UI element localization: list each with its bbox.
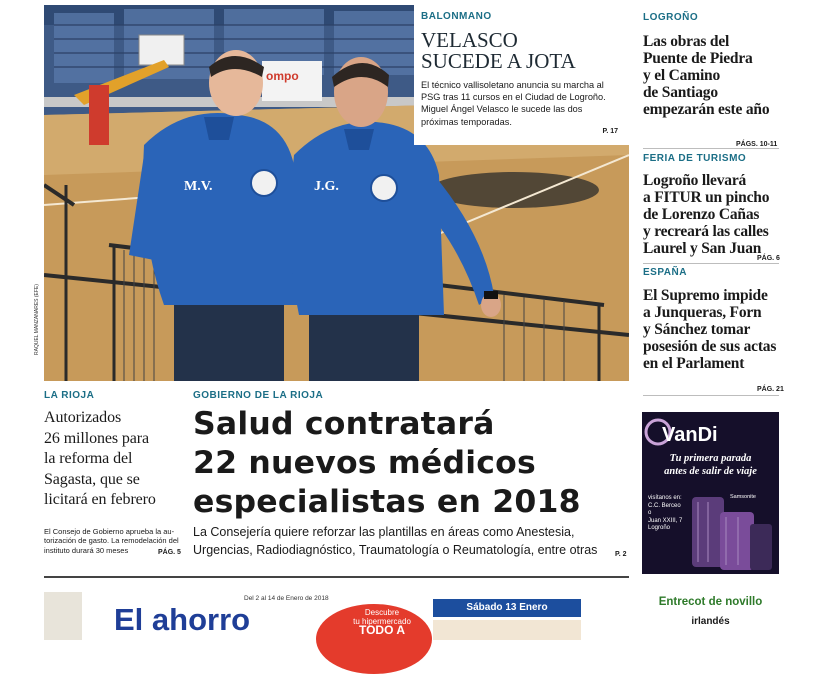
headline-line: licitará en febrero bbox=[44, 491, 156, 508]
address-line: Juan XXIII, 7 bbox=[648, 517, 683, 524]
headline-line: de Lorenzo Cañas bbox=[643, 206, 760, 223]
rioja-headline[interactable] bbox=[44, 408, 184, 511]
headline-line: la reforma del bbox=[44, 450, 133, 467]
address-line: Logroño bbox=[648, 525, 671, 531]
slogan-line: antes de salir de viaje bbox=[664, 466, 757, 477]
ad-samsonite-logo: Samsonite bbox=[730, 494, 756, 500]
fitur-kicker: FERIA DE TURISMO bbox=[643, 153, 747, 164]
headline-line: 26 millones para bbox=[44, 429, 150, 447]
headline-line: Las obras del bbox=[643, 33, 730, 50]
subheadline-line: Urgencias, Radiodiagnóstico, Traumatología o Reumatología, entre otras bbox=[193, 543, 598, 557]
headline-line: empezarán este año bbox=[643, 101, 770, 118]
date-banner: Sábado 13 Enero bbox=[433, 599, 581, 617]
velasco-kicker: BALONMANO bbox=[421, 11, 492, 22]
headline-line: Autorizados bbox=[44, 409, 122, 426]
vandi-ad[interactable] bbox=[642, 412, 779, 574]
headline-line: Puente de Piedra bbox=[643, 50, 753, 67]
address-line: o bbox=[648, 510, 652, 516]
logrono-headline[interactable] bbox=[643, 33, 793, 118]
headline-line: Salud contratará bbox=[193, 406, 495, 442]
ad-address bbox=[648, 495, 682, 533]
headline-line: Sagasta, que se bbox=[44, 470, 140, 488]
main-page-ref: P. 2 bbox=[615, 551, 627, 558]
headline-line: y recreará las calles bbox=[643, 223, 769, 240]
main-headline[interactable] bbox=[193, 405, 633, 522]
slogan-line: Tu primera parada bbox=[669, 453, 752, 464]
fitur-page-ref: PÁG. 6 bbox=[757, 255, 780, 262]
bubble-line: TODO A bbox=[358, 623, 405, 637]
main-subheadline bbox=[193, 523, 633, 559]
headline-line: Logroño llevará bbox=[643, 172, 747, 189]
velasco-page-ref: P. 17 bbox=[602, 128, 618, 135]
headline-line: a Junqueras, Forn bbox=[643, 304, 762, 321]
headline-line: en el Parlament bbox=[643, 355, 745, 372]
velasco-summary: El técnico vallisoletano anuncia su marcha al PSG tras 11 cursos en el Ciudad de Logroño. Miguel Ángel Velasco le sucede las dos próximas temporadas. bbox=[421, 80, 606, 127]
headline-line: y el Camino bbox=[643, 67, 721, 84]
arena-banner-text: ompo bbox=[266, 69, 299, 83]
divider bbox=[643, 263, 779, 264]
logrono-page-ref: PÁGS. 10-11 bbox=[736, 141, 778, 148]
headline-line: 22 nuevos médicos bbox=[193, 445, 536, 481]
bubble-line: Descubre bbox=[364, 608, 400, 617]
bubble-line: tu hipermercado bbox=[353, 617, 411, 626]
section-divider bbox=[44, 576, 629, 578]
shirt-initials-left: M.V. bbox=[184, 179, 213, 194]
divider bbox=[643, 395, 779, 396]
summary-line: El Consejo de Gobierno aprueba la au- bbox=[44, 527, 175, 536]
velasco-headline-line: SUCEDE A JOTA bbox=[421, 49, 576, 73]
headline-line: El Supremo impide bbox=[643, 287, 768, 304]
food-photo-strip bbox=[433, 620, 581, 640]
ad-dates: Del 2 al 14 de Enero de 2018 bbox=[244, 595, 329, 602]
promo-product-subtitle: irlandés bbox=[691, 616, 730, 627]
rioja-page-ref: PÁG. 5 bbox=[158, 549, 181, 556]
logrono-kicker: LOGROÑO bbox=[643, 12, 699, 23]
photo-credit: RAQUEL MANZANARES (EFE) bbox=[34, 284, 40, 355]
headline-line: especialistas en 2018 bbox=[193, 484, 581, 520]
summary-line: torización de gasto. La remodelación del bbox=[44, 536, 179, 546]
subheadline-line: La Consejería quiere reforzar las plantillas en áreas como Anestesia, bbox=[193, 525, 575, 539]
summary-line: instituto durará 30 meses bbox=[44, 545, 129, 555]
divider bbox=[643, 148, 779, 149]
address-line: C.C. Berceo bbox=[648, 502, 681, 509]
espana-headline[interactable] bbox=[643, 287, 793, 372]
headline-line: a FITUR un pincho bbox=[643, 189, 770, 206]
promo-bubble-text bbox=[342, 608, 422, 635]
headline-line: Laurel y San Juan bbox=[643, 240, 762, 257]
supermarket-ad[interactable] bbox=[44, 592, 351, 640]
headline-line: y Sánchez tomar bbox=[643, 321, 751, 338]
rioja-kicker: LA RIOJA bbox=[44, 390, 95, 401]
headline-line: posesión de sus actas bbox=[643, 338, 777, 355]
velasco-headline bbox=[421, 30, 621, 72]
ad-headline: El ahorro bbox=[114, 602, 251, 637]
ad-slogan bbox=[642, 452, 779, 478]
espana-kicker: ESPAÑA bbox=[643, 267, 687, 278]
address-line: visítanos en: bbox=[648, 495, 682, 501]
velasco-story[interactable] bbox=[414, 5, 629, 145]
shirt-initials-right: J.G. bbox=[314, 179, 339, 194]
headline-line: de Santiago bbox=[643, 84, 718, 101]
promo-product-title: Entrecot de novillo bbox=[658, 596, 763, 608]
main-kicker: GOBIERNO DE LA RIOJA bbox=[193, 390, 324, 401]
fitur-headline[interactable] bbox=[643, 172, 793, 257]
ad-side-graphic bbox=[44, 592, 82, 640]
ad-brand: VanDi bbox=[662, 424, 718, 446]
velasco-headline-line: VELASCO bbox=[421, 28, 518, 52]
espana-page-ref: PÁG. 21 bbox=[757, 386, 784, 393]
